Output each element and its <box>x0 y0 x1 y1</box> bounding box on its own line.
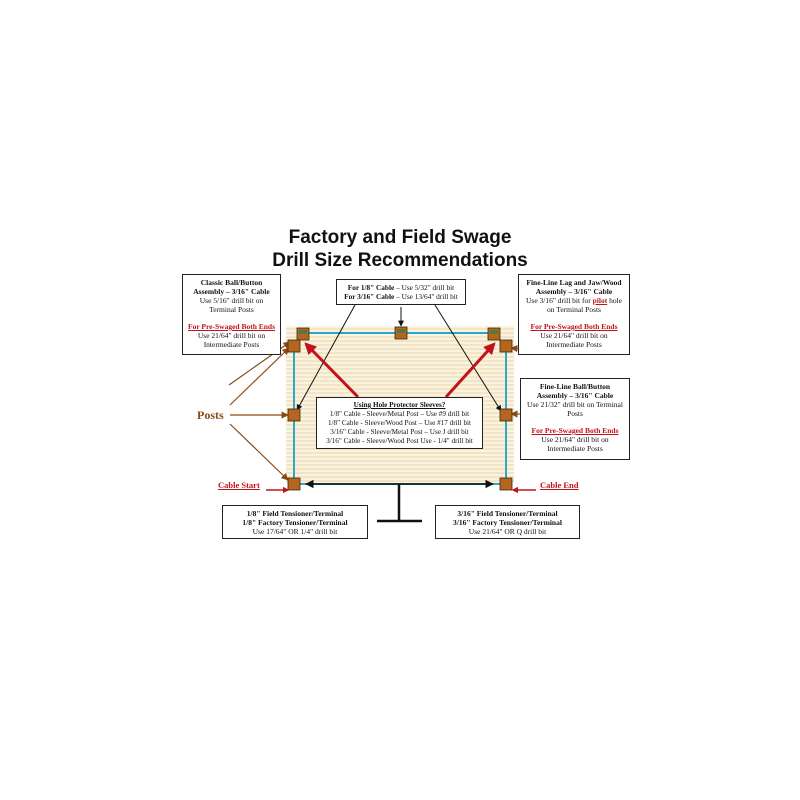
ballbutton-text-4: Intermediate Posts <box>547 444 603 453</box>
ballbutton-text-3: Use 21/64" drill bit on <box>541 435 609 444</box>
post-bottom-left <box>288 478 300 490</box>
three-sixteenths-tensioner-box <box>435 505 580 539</box>
classic-ball-button-box <box>182 274 281 355</box>
sleeves-row: 1/8" Cable - Sleeve/Metal Post – Use #9 drill bit <box>329 410 470 418</box>
post-top-left-upper <box>297 328 309 340</box>
title-line-1: Factory and Field Swage <box>288 227 512 248</box>
lag-pre-swaged-label: For Pre-Swaged Both Ends <box>530 322 618 331</box>
post-top-center <box>395 327 407 339</box>
sleeves-row: 3/16" Cable - Sleeve/Metal Post – Use J drill bit <box>330 428 469 436</box>
lag-title-2: Assembly – 3/16" Cable <box>535 287 613 296</box>
hole-protector-sleeves-box <box>316 397 483 449</box>
sleeves-row: 3/16" Cable - Sleeve/Wood Post Use - 1/4" drill bit <box>326 437 473 445</box>
eighth-tensioner-line-2: 1/8" Factory Tensioner/Terminal <box>242 518 348 527</box>
cable-drill-line-2: – Use 13/64" drill bit <box>394 292 458 301</box>
lag-text-2: on Terminal Posts <box>547 305 601 314</box>
eighth-inch-tensioner-box <box>222 505 368 539</box>
post-top-left <box>288 340 300 352</box>
title-line-2: Drill Size Recommendations <box>272 250 528 271</box>
classic-title-1: Classic Ball/Button <box>200 278 263 287</box>
ballbutton-text-2: Posts <box>567 409 583 418</box>
classic-text-2: Terminal Posts <box>209 305 254 314</box>
lag-text-1b: hole <box>607 296 622 305</box>
fine-line-lag-box <box>518 274 630 355</box>
cable-drill-line-1: – Use 5/32" drill bit <box>394 283 455 292</box>
post-top-right <box>500 340 512 352</box>
eighth-tensioner-line-1: 1/8" Field Tensioner/Terminal <box>246 509 344 518</box>
classic-text-1: Use 5/16" drill bit on <box>199 296 264 305</box>
eighth-tensioner-line-3: Use 17/64" OR 1/4" drill bit <box>252 527 338 536</box>
posts-arrow-top <box>230 348 289 405</box>
cable-drill-line-1-bold: For 1/8" Cable <box>347 283 395 292</box>
cable-end-label: Cable End <box>540 480 579 490</box>
classic-text-4: Intermediate Posts <box>203 340 260 349</box>
cable-drill-box <box>336 279 466 305</box>
lag-pilot-word: pilot <box>592 296 608 305</box>
lag-text-3: Use 21/64" drill bit on <box>540 331 608 340</box>
classic-pre-swaged-label: For Pre-Swaged Both Ends <box>187 322 276 331</box>
post-middle-right <box>500 409 512 421</box>
post-bottom-right <box>500 478 512 490</box>
post-top-right-upper <box>488 328 500 340</box>
three-sixteenths-tensioner-line-3: Use 21/64" OR Q drill bit <box>468 527 547 536</box>
support-stand <box>377 484 422 521</box>
classic-text-3: Use 21/64" drill bit on <box>197 331 266 340</box>
fine-line-ball-button-box <box>520 378 630 460</box>
sleeves-title: Using Hole Protector Sleeves? <box>353 401 446 409</box>
three-sixteenths-tensioner-line-1: 3/16" Field Tensioner/Terminal <box>457 509 558 518</box>
classic-title-2: Assembly – 3/16" Cable <box>193 287 270 296</box>
cable-drill-line-2-bold: For 3/16" Cable <box>344 292 395 301</box>
ballbutton-title-1: Fine-Line Ball/Button <box>539 382 611 391</box>
posts-arrow-bottom <box>230 424 288 480</box>
cable-start-label: Cable Start <box>218 480 260 490</box>
lag-text-4: Intermediate Posts <box>546 340 602 349</box>
lag-text-1a: Use 3/16" drill bit for <box>526 296 593 305</box>
post-middle-left <box>288 409 300 421</box>
posts-label: Posts <box>197 408 224 422</box>
lag-title-1: Fine-Line Lag and Jaw/Wood <box>526 278 622 287</box>
ballbutton-pre-swaged-label: For Pre-Swaged Both Ends <box>531 426 619 435</box>
ballbutton-title-2: Assembly – 3/16" Cable <box>536 391 614 400</box>
ballbutton-text-1: Use 21/32" drill bit on Terminal <box>527 400 623 409</box>
sleeves-row: 1/8" Cable - Sleeve/Wood Post – Use #17 drill bit <box>327 419 472 427</box>
three-sixteenths-tensioner-line-2: 3/16" Factory Tensioner/Terminal <box>453 518 562 527</box>
